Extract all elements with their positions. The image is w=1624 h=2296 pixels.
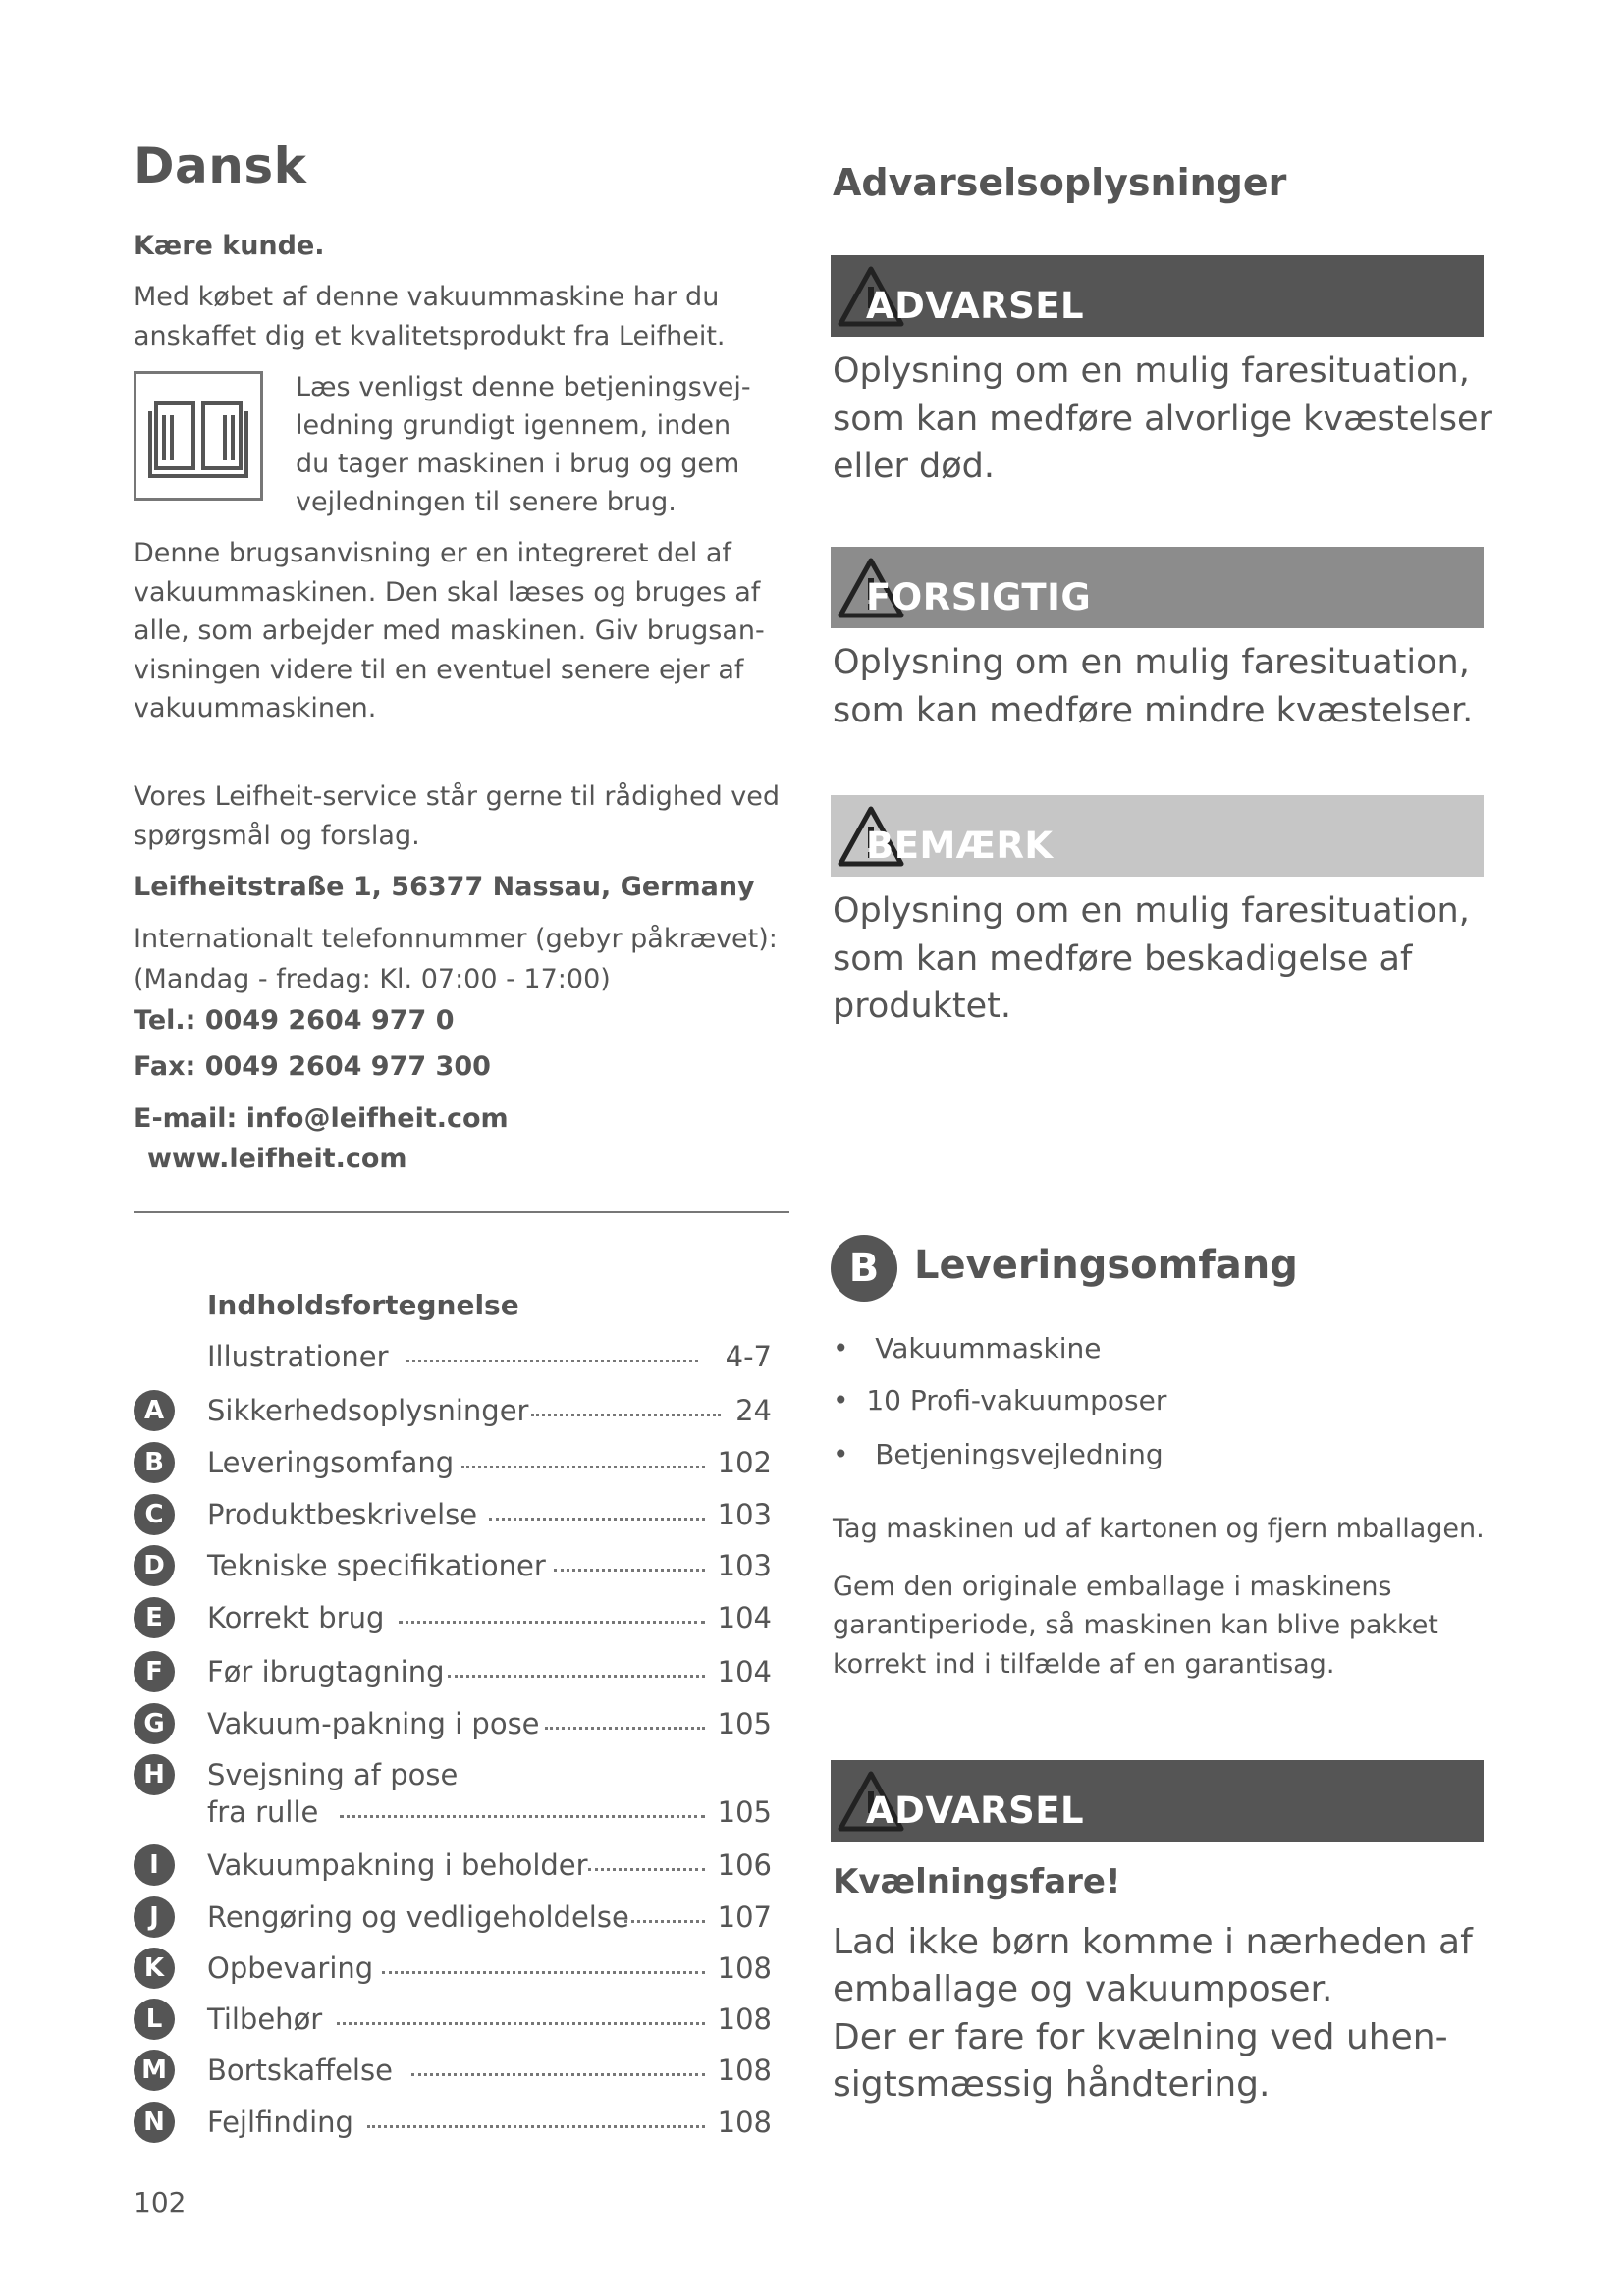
toc-heading: Indholdsfortegnelse [207,1289,519,1321]
para-line-3: alle, som arbejder med maskinen. Giv brugsan- [134,615,765,646]
toc-row-svejsning: H Svejsning af pose fra rulle 105 [134,1754,772,1842]
suffocation-line-3: Der er fare for kvælning ved uhen- [833,2017,1448,2057]
toc-row-vakuumpakning-beholder: I Vakuumpakning i beholder 106 [134,1844,772,1888]
read-line-2: ledning grundigt igennem, inden [296,410,731,441]
page-number: 102 [134,2186,187,2218]
badge-a: A [134,1390,175,1431]
toc-row-leveringsomfang: B Leveringsomfang 102 [134,1442,772,1485]
suffocation-line-1: Lad ikke børn komme i nærheden af [833,1922,1473,1962]
list-item: • Betjeningsvejledning [833,1438,1164,1470]
telephone: Tel.: 0049 2604 977 0 [134,1005,455,1036]
intl-phone-line-2: (Mandag - fredag: Kl. 07:00 - 17:00) [134,964,611,994]
warning-label: ADVARSEL [866,1789,1085,1832]
suffocation-title: Kvælningsfare! [833,1862,1121,1901]
notice-label: BEMÆRK [866,825,1054,867]
toc-row-vakuum-pakning: G Vakuum-pakning i pose 105 [134,1703,772,1746]
page-title: Dansk [134,137,307,194]
badge-g: G [134,1703,175,1744]
warnings-title: Advarselsoplysninger [833,161,1287,204]
badge-e: E [134,1597,175,1638]
unpack-text: Tag maskinen ud af kartonen og fjern mballagen. [833,1514,1485,1544]
intro-line-2: anskaffet dig et kvalitetsprodukt fra Leifheit. [134,321,726,351]
divider [134,1211,789,1213]
toc-row-fejlfinding: N Fejlfinding 108 [134,2102,772,2145]
warning-label: ADVARSEL [866,285,1085,327]
toc-row-tekniske: D Tekniske specifikationer 103 [134,1545,772,1588]
intl-phone-line-1: Internationalt telefonnummer (gebyr påkrævet): [134,924,778,954]
toc-row-bortskaffelse: M Bortskaffelse 108 [134,2050,772,2093]
read-manual-icon [134,371,263,501]
badge-j: J [134,1896,175,1938]
toc-row-illustrationer: Illustrationer 4-7 [207,1340,772,1373]
toc-row-produktbeskrivelse: C Produktbeskrivelse 103 [134,1494,772,1537]
toc-row-rengoring: J Rengøring og vedligeholdelse 107 [134,1896,772,1940]
service-line-1: Vores Leifheit-service står gerne til rådighed ved [134,781,781,812]
warning-1-line-2: som kan medføre alvorlige kvæstelser [833,400,1492,439]
greeting: Kære kunde. [134,231,325,261]
badge-c: C [134,1494,175,1535]
badge-i: I [134,1844,175,1886]
section-title-leveringsomfang: Leveringsomfang [914,1243,1298,1288]
warning-bar-bemaerk [831,795,1484,877]
warning-2-line-2: som kan medføre mindre kvæstelser. [833,691,1474,730]
para-line-4: visningen videre til en eventuel senere ejer af [134,655,744,685]
website: www.leifheit.com [147,1144,407,1174]
warning-bar-forsigtig [831,547,1484,628]
read-line-4: vejledningen til senere brug. [296,487,677,517]
section-b-badge: B [831,1235,897,1302]
fax: Fax: 0049 2604 977 300 [134,1051,491,1082]
read-line-3: du tager maskinen i brug og gem [296,449,740,479]
para-line-5: vakuummaskinen. [134,693,377,723]
badge-k: K [134,1948,175,1989]
toc-row-tilbehor: L Tilbehør 108 [134,1999,772,2042]
para-line-1: Denne brugsanvisning er en integreret del af [134,538,731,568]
warning-3-line-3: produktet. [833,987,1012,1026]
keep-line-3: korrekt ind i tilfælde af en garantisag. [833,1649,1335,1680]
intro-line-1: Med købet af denne vakuummaskine har du [134,282,720,312]
badge-n: N [134,2102,175,2143]
toc-row-korrekt-brug: E Korrekt brug 104 [134,1597,772,1640]
warning-2-line-1: Oplysning om en mulig faresituation, [833,643,1470,682]
para-line-2: vakuummaskinen. Den skal læses og bruges af [134,577,761,608]
warning-3-line-1: Oplysning om en mulig faresituation, [833,891,1470,931]
warning-1-line-1: Oplysning om en mulig faresituation, [833,351,1470,391]
service-line-2: spørgsmål og forslag. [134,821,420,851]
warning-bar-advarsel-2 [831,1760,1484,1842]
address: Leifheitstraße 1, 56377 Nassau, Germany [134,872,755,902]
list-item: • Vakuummaskine [833,1332,1102,1364]
badge-d: D [134,1545,175,1586]
suffocation-line-2: emballage og vakuumposer. [833,1969,1333,2009]
badge-b: B [134,1442,175,1483]
toc-row-opbevaring: K Opbevaring 108 [134,1948,772,1991]
badge-m: M [134,2050,175,2091]
toc-row-sikkerhed: A Sikkerhedsoplysninger 24 [134,1390,772,1433]
badge-l: L [134,1999,175,2040]
warning-1-line-3: eller død. [833,447,996,486]
warning-3-line-2: som kan medføre beskadigelse af [833,939,1413,979]
list-item: • 10 Profi-vakuumposer [833,1384,1167,1416]
badge-f: F [134,1651,175,1692]
warning-bar-advarsel [831,255,1484,337]
toc-row-for-ibrugtagning: F Før ibrugtagning 104 [134,1651,772,1694]
keep-line-2: garantiperiode, så maskinen kan blive pakket [833,1610,1438,1640]
email: E-mail: info@leifheit.com [134,1103,509,1134]
badge-h: H [134,1754,175,1795]
caution-label: FORSIGTIG [866,576,1092,618]
read-line-1: Læs venligst denne betjeningsvej- [296,372,751,402]
suffocation-line-4: sigtsmæssig håndtering. [833,2064,1271,2105]
keep-line-1: Gem den originale emballage i maskinens [833,1572,1392,1602]
